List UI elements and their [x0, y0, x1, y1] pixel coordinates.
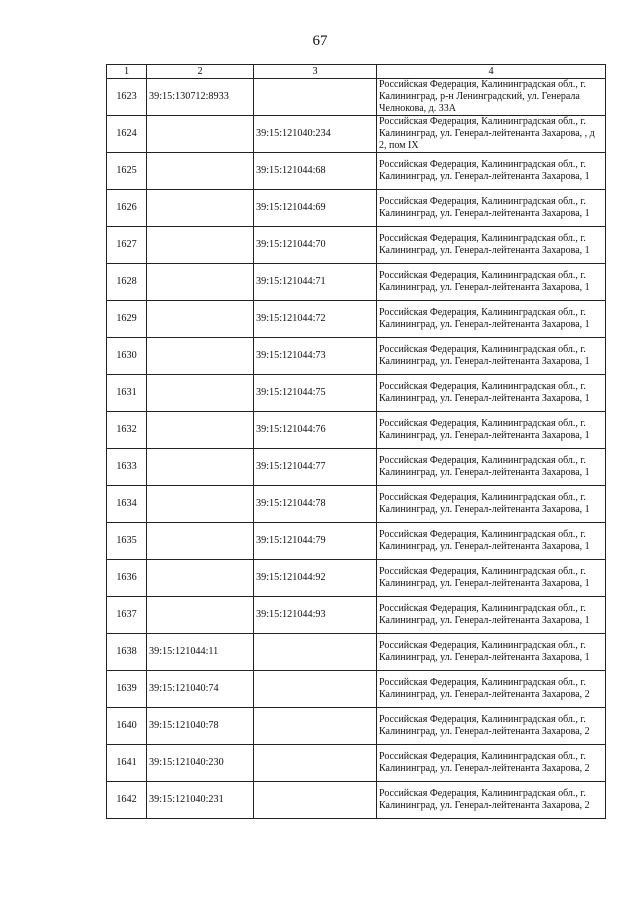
table-row: [107, 338, 606, 375]
row-number-cell: 1641: [107, 745, 147, 782]
address-cell: Российская Федерация, Калининградская обл., г. Калининград, р-н Ленинградский, ул. Генерала Челнокова, д. 33А: [377, 79, 606, 116]
column-header-1: 1: [107, 65, 147, 79]
address-cell: Российская Федерация, Калининградская обл., г. Калининград, ул. Генерал-лейтенанта Захарова, 1: [377, 227, 606, 264]
table-row: [107, 560, 606, 597]
table-row: [107, 523, 606, 560]
cadastral-number-col3-cell: 39:15:121044:70: [254, 227, 377, 264]
row-number-cell: 1629: [107, 301, 147, 338]
cadastral-number-col3-cell: 39:15:121044:77: [254, 449, 377, 486]
row-number-cell: 1623: [107, 79, 147, 116]
address-cell: Российская Федерация, Калининградская обл., г. Калининград, ул. Генерал-лейтенанта Захарова, 1: [377, 634, 606, 671]
cadastral-number-col3-cell: [254, 745, 377, 782]
address-cell: Российская Федерация, Калининградская обл., г. Калининград, ул. Генерал-лейтенанта Захарова, 1: [377, 597, 606, 634]
register-table: [106, 64, 606, 819]
address-cell: Российская Федерация, Калининградская обл., г. Калининград, ул. Генерал-лейтенанта Захарова, 1: [377, 486, 606, 523]
address-cell: Российская Федерация, Калининградская обл., г. Калининград, ул. Генерал-лейтенанта Захарова, 1: [377, 412, 606, 449]
address-cell: Российская Федерация, Калининградская обл., г. Калининград, ул. Генерал-лейтенанта Захарова, 1: [377, 560, 606, 597]
table-row: [107, 634, 606, 671]
row-number-cell: 1639: [107, 671, 147, 708]
table-row: [107, 153, 606, 190]
table-row: [107, 375, 606, 412]
address-cell: Российская Федерация, Калининградская обл., г. Калининград, ул. Генерал-лейтенанта Захарова, 1: [377, 301, 606, 338]
address-cell: Российская Федерация, Калининградская обл., г. Калининград, ул. Генерал-лейтенанта Захарова, 1: [377, 338, 606, 375]
row-number-cell: 1625: [107, 153, 147, 190]
table-row: [107, 708, 606, 745]
address-cell: Российская Федерация, Калининградская обл., г. Калининград, ул. Генерал-лейтенанта Захарова, 2: [377, 782, 606, 819]
address-cell: Российская Федерация, Калининградская обл., г. Калининград, ул. Генерал-лейтенанта Захарова, 1: [377, 190, 606, 227]
row-number-cell: 1642: [107, 782, 147, 819]
cadastral-number-col3-cell: 39:15:121044:93: [254, 597, 377, 634]
column-header-2: 2: [147, 65, 254, 79]
column-header-3: 3: [254, 65, 377, 79]
address-cell: Российская Федерация, Калининградская обл., г. Калининград, ул. Генерал-лейтенанта Захарова, 1: [377, 264, 606, 301]
cadastral-number-col3-cell: [254, 634, 377, 671]
cadastral-number-col2-cell: 39:15:121040:78: [147, 708, 254, 745]
table-row: [107, 264, 606, 301]
address-cell: Российская Федерация, Калининградская обл., г. Калининград, ул. Генерал-лейтенанта Захарова, , д 2, пом IX: [377, 116, 606, 153]
table-row: [107, 116, 606, 153]
table-row: [107, 449, 606, 486]
table-row: [107, 745, 606, 782]
row-number-cell: 1627: [107, 227, 147, 264]
address-cell: Российская Федерация, Калининградская обл., г. Калининград, ул. Генерал-лейтенанта Захарова, 2: [377, 708, 606, 745]
row-number-cell: 1624: [107, 116, 147, 153]
cadastral-number-col2-cell: [147, 338, 254, 375]
header-row: [107, 65, 606, 79]
cadastral-number-col3-cell: 39:15:121044:71: [254, 264, 377, 301]
address-cell: Российская Федерация, Калининградская обл., г. Калининград, ул. Генерал-лейтенанта Захарова, 1: [377, 523, 606, 560]
table-row: [107, 301, 606, 338]
row-number-cell: 1636: [107, 560, 147, 597]
cadastral-number-col2-cell: [147, 523, 254, 560]
row-number-cell: 1638: [107, 634, 147, 671]
row-number-cell: 1632: [107, 412, 147, 449]
cadastral-number-col2-cell: [147, 560, 254, 597]
address-cell: Российская Федерация, Калининградская обл., г. Калининград, ул. Генерал-лейтенанта Захарова, 1: [377, 375, 606, 412]
cadastral-number-col3-cell: 39:15:121044:68: [254, 153, 377, 190]
cadastral-number-col2-cell: [147, 116, 254, 153]
row-number-cell: 1628: [107, 264, 147, 301]
row-number-cell: 1634: [107, 486, 147, 523]
row-number-cell: 1630: [107, 338, 147, 375]
table-row: [107, 227, 606, 264]
table-body: [107, 79, 606, 819]
cadastral-number-col3-cell: [254, 782, 377, 819]
cadastral-number-col3-cell: 39:15:121040:234: [254, 116, 377, 153]
cadastral-number-col3-cell: 39:15:121044:76: [254, 412, 377, 449]
cadastral-number-col2-cell: [147, 301, 254, 338]
address-cell: Российская Федерация, Калининградская обл., г. Калининград, ул. Генерал-лейтенанта Захарова, 1: [377, 449, 606, 486]
table-row: [107, 79, 606, 116]
cadastral-number-col2-cell: [147, 190, 254, 227]
cadastral-number-col2-cell: [147, 227, 254, 264]
cadastral-number-col2-cell: [147, 449, 254, 486]
cadastral-number-col3-cell: [254, 708, 377, 745]
table-row: [107, 190, 606, 227]
table-row: [107, 782, 606, 819]
cadastral-number-col3-cell: 39:15:121044:78: [254, 486, 377, 523]
cadastral-number-col3-cell: 39:15:121044:75: [254, 375, 377, 412]
table-row: [107, 486, 606, 523]
cadastral-number-col2-cell: [147, 153, 254, 190]
cadastral-number-col2-cell: 39:15:130712:8933: [147, 79, 254, 116]
cadastral-number-col3-cell: 39:15:121044:73: [254, 338, 377, 375]
row-number-cell: 1633: [107, 449, 147, 486]
cadastral-number-col3-cell: 39:15:121044:79: [254, 523, 377, 560]
cadastral-number-col2-cell: 39:15:121040:74: [147, 671, 254, 708]
table-row: [107, 671, 606, 708]
cadastral-number-col2-cell: [147, 486, 254, 523]
cadastral-number-col2-cell: [147, 264, 254, 301]
address-cell: Российская Федерация, Калининградская обл., г. Калининград, ул. Генерал-лейтенанта Захарова, 2: [377, 745, 606, 782]
cadastral-number-col3-cell: [254, 671, 377, 708]
cadastral-number-col2-cell: 39:15:121040:230: [147, 745, 254, 782]
row-number-cell: 1626: [107, 190, 147, 227]
row-number-cell: 1637: [107, 597, 147, 634]
address-cell: Российская Федерация, Калининградская обл., г. Калининград, ул. Генерал-лейтенанта Захарова, 2: [377, 671, 606, 708]
cadastral-number-col3-cell: 39:15:121044:92: [254, 560, 377, 597]
cadastral-number-col2-cell: [147, 597, 254, 634]
page-number: 67: [312, 33, 328, 49]
column-header-4: 4: [377, 65, 606, 79]
table-row: [107, 412, 606, 449]
cadastral-number-col2-cell: 39:15:121040:231: [147, 782, 254, 819]
cadastral-number-col2-cell: [147, 412, 254, 449]
row-number-cell: 1640: [107, 708, 147, 745]
cadastral-number-col2-cell: 39:15:121044:11: [147, 634, 254, 671]
cadastral-number-col3-cell: [254, 79, 377, 116]
address-cell: Российская Федерация, Калининградская обл., г. Калининград, ул. Генерал-лейтенанта Захарова, 1: [377, 153, 606, 190]
cadastral-number-col3-cell: 39:15:121044:72: [254, 301, 377, 338]
row-number-cell: 1631: [107, 375, 147, 412]
table-row: [107, 597, 606, 634]
cadastral-number-col2-cell: [147, 375, 254, 412]
cadastral-number-col3-cell: 39:15:121044:69: [254, 190, 377, 227]
row-number-cell: 1635: [107, 523, 147, 560]
